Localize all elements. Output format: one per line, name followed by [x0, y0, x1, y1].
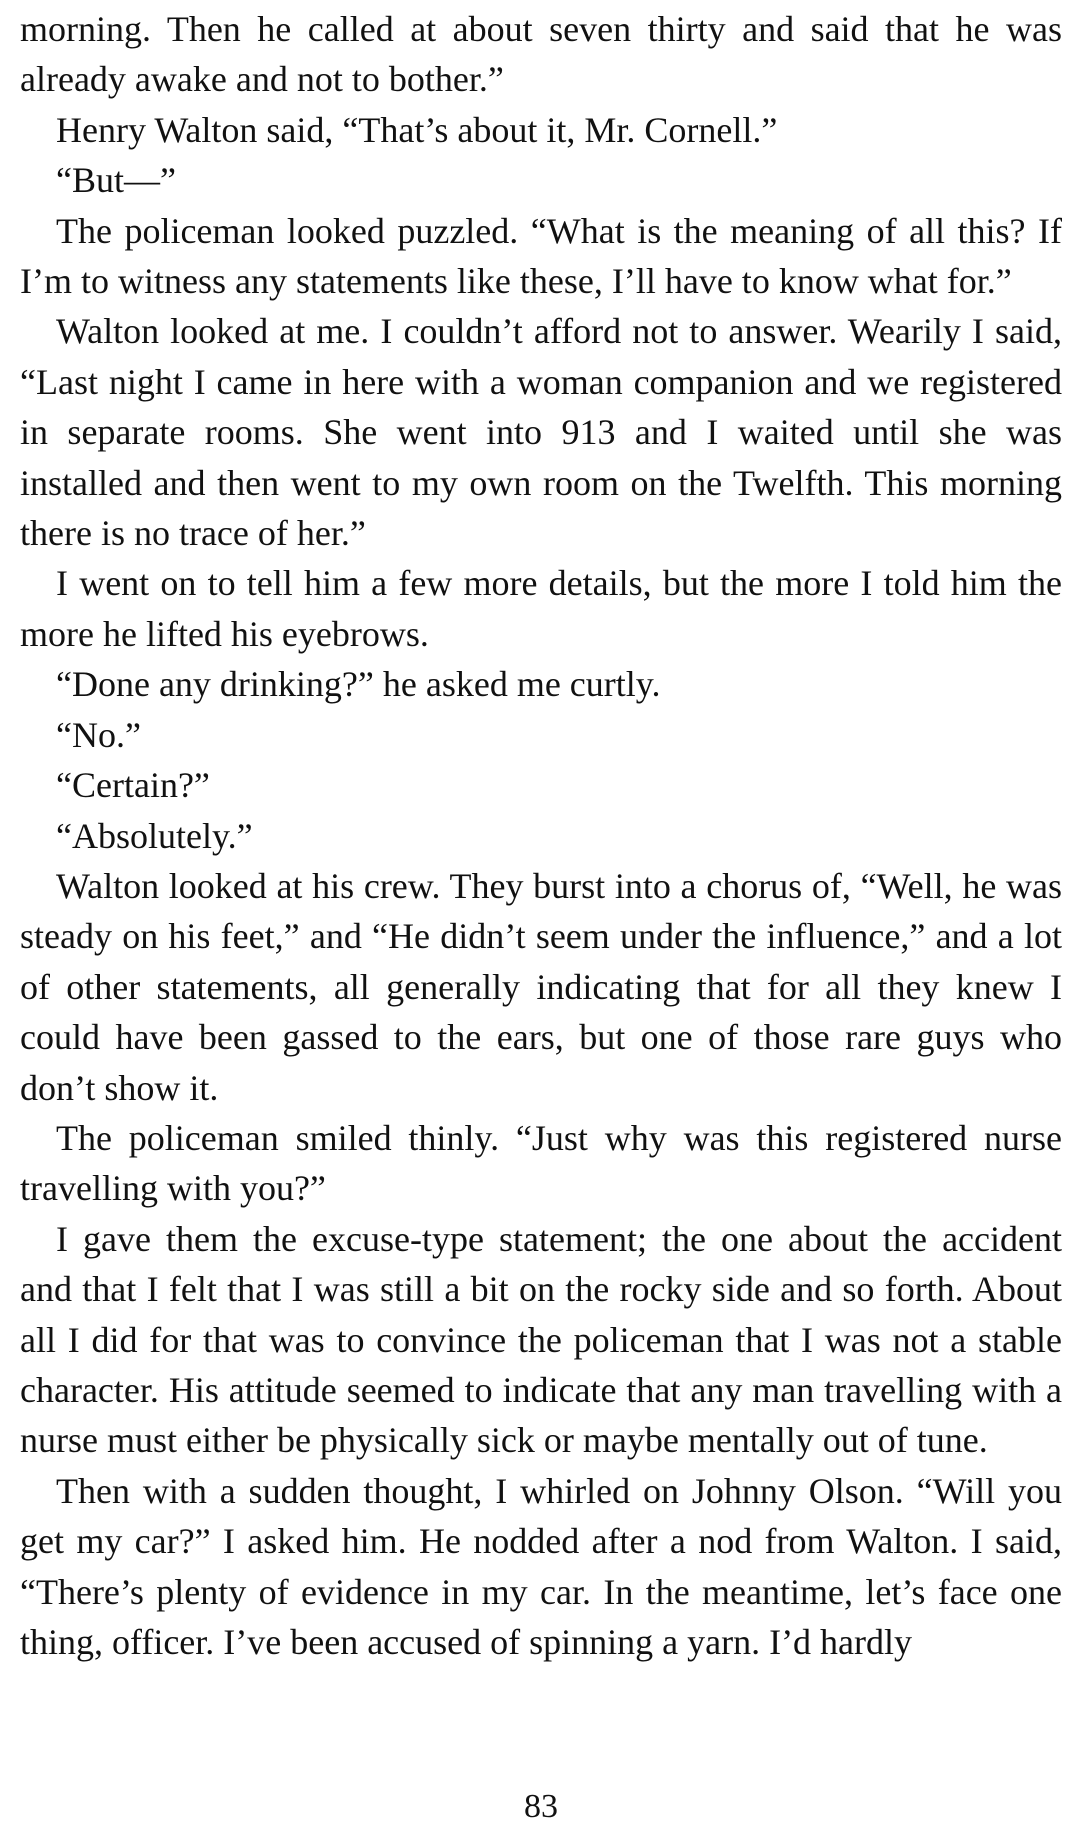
page-number: 83: [524, 1788, 558, 1825]
paragraph: Then with a sudden thought, I whirled on Johnny Olson. “Will you get my car?” I asked him. He nodded after a nod from Walton. I said, “There’s plenty of evidence in my car. In the meantime, let’s face one thing, officer. I’ve been accused of spinning a yarn. I’d hardly: [20, 1470, 1062, 1662]
paragraph: Walton looked at me. I couldn’t afford not to answer. Wearily I said, “Last night I came in here with a woman companion and we registered in separate rooms. She went into 913 and I waited until she was installed and then went to my own room on the Twelfth. This morning there is no trace of her.”: [20, 311, 1062, 554]
paragraph: Walton looked at his crew. They burst into a chorus of, “Well, he was steady on his feet,” and “He didn’t seem under the influence,” and a lot of other statements, all generally indicating that for all they knew I could have been gassed to the ears, but one of those rare guys who don’t show it.: [20, 865, 1062, 1108]
paragraph: “Absolutely.”: [56, 815, 253, 856]
book-page: [20, 0, 1062, 1846]
paragraph: Henry Walton said, “That’s about it, Mr. Cornell.”: [56, 109, 778, 150]
paragraph: The policeman looked puzzled. “What is the meaning of all this? If I’m to witness any statements like these, I’ll have to know what for.”: [20, 210, 1062, 302]
paragraph-continued: morning. Then he called at about seven thirty and said that he was already awake and not to bother.”: [20, 9, 1062, 100]
paragraph: I went on to tell him a few more details, but the more I told him the more he lifted his eyebrows.: [20, 563, 1062, 654]
paragraph: “Done any drinking?” he asked me curtly.: [56, 664, 661, 705]
paragraph: “No.”: [56, 714, 141, 755]
paragraph: “Certain?”: [56, 765, 210, 806]
paragraph: I gave them the excuse-type statement; the one about the accident and that I felt that I was still a bit on the rocky side and so forth. About all I did for that was to convince the policeman that I was not a stable character. His attitude seemed to indicate that any man travelling with a nurse must either be physically sick or maybe mentally out of tune.: [20, 1218, 1062, 1461]
paragraph: The policeman smiled thinly. “Just why was this registered nurse travelling with you?”: [20, 1117, 1062, 1209]
body-text: [20, 4, 1062, 1667]
paragraph: “But—”: [56, 160, 176, 201]
